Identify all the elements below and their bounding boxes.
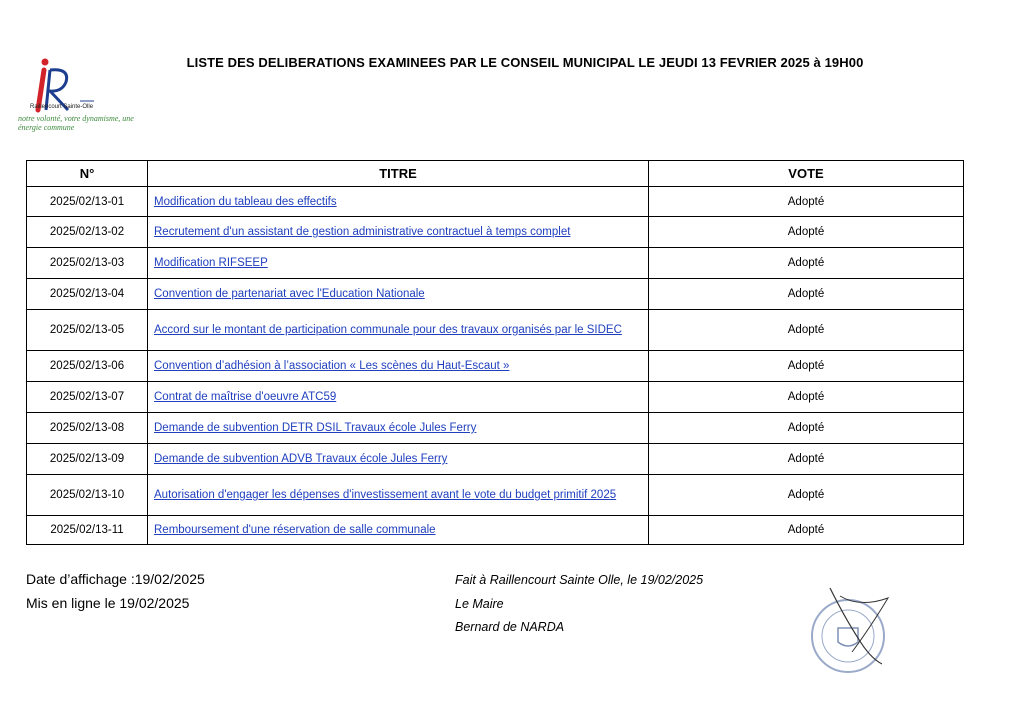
row-number: 2025/02/13-01 (27, 187, 148, 217)
row-number: 2025/02/13-06 (27, 351, 148, 382)
row-vote: Adopté (649, 351, 964, 382)
deliberation-link[interactable]: Demande de subvention DETR DSIL Travaux école Jules Ferry (154, 422, 477, 434)
row-vote: Adopté (649, 475, 964, 516)
row-number: 2025/02/13-05 (27, 310, 148, 351)
table-row (27, 248, 964, 279)
row-vote: Adopté (649, 310, 964, 351)
display-date: Date d’affichage :19/02/2025 (26, 571, 205, 587)
logo-brand: Raillencourt Sainte-Olle (30, 104, 94, 110)
deliberation-link[interactable]: Accord sur le montant de participation communale pour des travaux organisés par le SIDEC (154, 324, 622, 336)
deliberation-link[interactable]: Remboursement d'une réservation de salle communale (154, 524, 436, 536)
row-number: 2025/02/13-10 (27, 475, 148, 516)
logo-tagline: notre volonté, votre dynamisme, une énergie commune (18, 114, 134, 132)
online-date: Mis en ligne le 19/02/2025 (26, 595, 190, 611)
row-number: 2025/02/13-03 (27, 248, 148, 279)
signatory-name: Bernard de NARDA (455, 620, 565, 634)
deliberation-link[interactable]: Modification du tableau des effectifs (154, 195, 337, 208)
table-row (27, 475, 964, 516)
row-number: 2025/02/13-08 (27, 413, 148, 444)
row-number: 2025/02/13-09 (27, 444, 148, 475)
row-vote: Adopté (649, 187, 964, 217)
table-row (27, 444, 964, 475)
table-row (27, 382, 964, 413)
row-vote: Adopté (649, 516, 964, 545)
deliberations-table (26, 160, 964, 545)
deliberation-link[interactable]: Autorisation d'engager les dépenses d'investissement avant le vote du budget primitif 2025 (154, 489, 617, 501)
table-row (27, 279, 964, 310)
column-header-num: N° (27, 161, 148, 187)
row-vote: Adopté (649, 248, 964, 279)
column-header-vote: VOTE (649, 161, 964, 187)
row-vote: Adopté (649, 444, 964, 475)
table-row (27, 413, 964, 444)
deliberation-link[interactable]: Convention de partenariat avec l'Education Nationale (154, 288, 425, 300)
row-vote: Adopté (649, 413, 964, 444)
deliberation-link[interactable]: Recrutement d'un assistant de gestion administrative contractuel à temps complet (154, 226, 571, 238)
row-vote: Adopté (649, 217, 964, 248)
table-row (27, 310, 964, 351)
deliberation-link[interactable]: Contrat de maîtrise d'oeuvre ATC59 (154, 391, 337, 403)
signature-place-date: Fait à Raillencourt Sainte Olle, le 19/02/2025 (455, 573, 704, 587)
table-row (27, 217, 964, 248)
page-title: LISTE DES DELIBERATIONS EXAMINEES PAR LE CONSEIL MUNICIPAL LE JEUDI 13 FEVRIER 2025 à 19H00 (186, 55, 864, 70)
row-number: 2025/02/13-07 (27, 382, 148, 413)
official-seal-icon (800, 578, 895, 678)
signatory-role: Le Maire (455, 597, 504, 611)
deliberation-link[interactable]: Modification RIFSEEP (154, 257, 268, 269)
row-number: 2025/02/13-04 (27, 279, 148, 310)
table-row (27, 187, 964, 217)
row-number: 2025/02/13-02 (27, 217, 148, 248)
table-row (27, 516, 964, 545)
deliberation-link[interactable]: Convention d’adhésion à l’association « Les scènes du Haut-Escaut » (154, 360, 510, 372)
row-number: 2025/02/13-11 (27, 516, 148, 545)
row-vote: Adopté (649, 382, 964, 413)
table-header-row (27, 161, 964, 187)
row-vote: Adopté (649, 279, 964, 310)
table-row (27, 351, 964, 382)
column-header-titre: TITRE (148, 161, 649, 187)
deliberation-link[interactable]: Demande de subvention ADVB Travaux école Jules Ferry (154, 453, 448, 465)
